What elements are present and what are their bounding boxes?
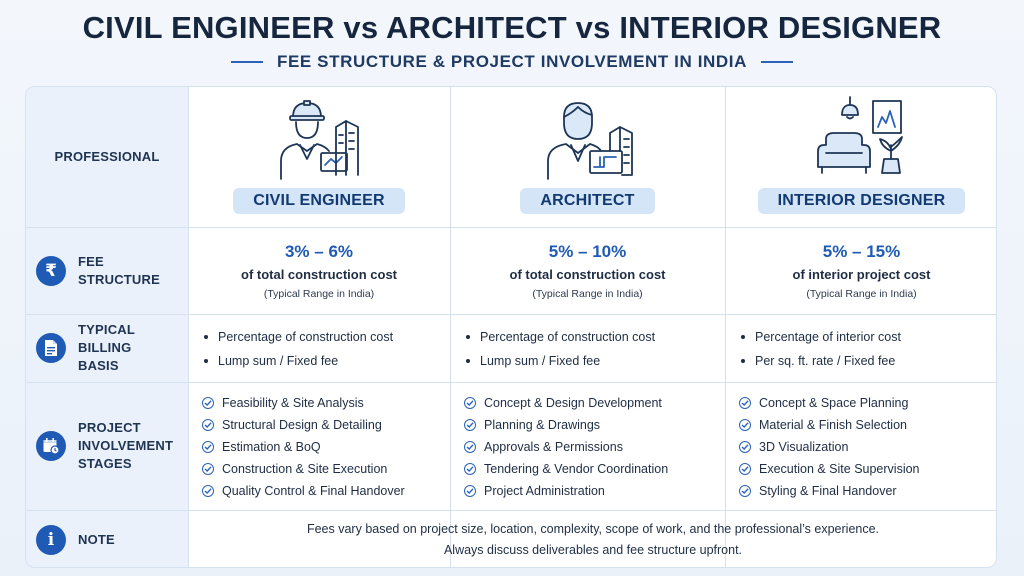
rupee-icon: ₹: [36, 256, 66, 286]
stage-text: Construction & Site Execution: [222, 462, 388, 476]
row-label-text: NOTE: [78, 531, 115, 547]
fee-note: (Typical Range in India): [806, 288, 917, 300]
note-line: Fees vary based on project size, location, complexity, scope of work, and the professional’s experience.: [306, 521, 880, 536]
list-item: [739, 436, 997, 458]
list-item: [204, 349, 450, 373]
stage-text: 3D Visualization: [759, 440, 849, 454]
interior-designer-icon: [812, 95, 912, 180]
bullet: [741, 359, 745, 363]
engineer-icon: [269, 95, 369, 180]
note-line: Always discuss deliverables and fee structure upfront.: [443, 542, 743, 557]
row-label-line: TYPICAL BILLING: [78, 322, 135, 355]
page-subtitle: FEE STRUCTURE & PROJECT INVOLVEMENT IN INDIA: [276, 52, 747, 71]
billing-cell: [450, 314, 725, 382]
stage-text: Quality Control & Final Handover: [222, 484, 405, 498]
stage-text: Tendering & Vendor Coordination: [484, 462, 669, 476]
stage-text: Feasibility & Site Analysis: [222, 396, 364, 410]
row-label-line: PROJECT: [78, 420, 141, 435]
fee-basis: of total construction cost: [241, 267, 397, 282]
fee-cell: [450, 227, 725, 314]
check-circle-icon: [202, 397, 214, 409]
row-label-fee: [26, 227, 188, 314]
check-circle-icon: [464, 463, 476, 475]
list-item: [202, 480, 450, 502]
list-item: [202, 414, 450, 436]
check-circle-icon: [739, 463, 751, 475]
check-circle-icon: [739, 485, 751, 497]
check-circle-icon: [464, 441, 476, 453]
billing-cell: [188, 314, 450, 382]
row-label-stages: [26, 382, 188, 510]
list-item: [204, 325, 450, 349]
billing-text: Percentage of construction cost: [218, 330, 394, 344]
list-item: [741, 349, 997, 373]
header-civil-engineer: [188, 87, 450, 227]
fee-basis: of total construction cost: [509, 267, 666, 282]
row-label-line: BASIS: [78, 358, 119, 373]
list-item: [739, 458, 997, 480]
fee-note: (Typical Range in India): [532, 288, 643, 300]
document-icon: [36, 333, 66, 363]
header-architect: [450, 87, 725, 227]
check-circle-icon: [464, 397, 476, 409]
subtitle-rule-left: [231, 61, 263, 63]
row-label-line: INVOLVEMENT: [78, 438, 174, 453]
stage-text: Estimation & BoQ: [222, 440, 321, 454]
row-label-text: PROFESSIONAL: [54, 149, 160, 164]
fee-range: 5% – 10%: [548, 242, 627, 261]
stages-cell: [450, 382, 725, 510]
check-circle-icon: [464, 485, 476, 497]
stages-cell: [725, 382, 997, 510]
profession-name: ARCHITECT: [520, 188, 654, 214]
profession-name: INTERIOR DESIGNER: [758, 188, 966, 214]
billing-text: Percentage of interior cost: [755, 330, 901, 344]
check-circle-icon: [739, 397, 751, 409]
stage-text: Structural Design & Detailing: [222, 418, 382, 432]
fee-cell: [188, 227, 450, 314]
check-circle-icon: [202, 463, 214, 475]
stage-text: Execution & Site Supervision: [759, 462, 920, 476]
list-item: [464, 480, 725, 502]
stage-text: Planning & Drawings: [484, 418, 601, 432]
list-item: [202, 392, 450, 414]
bullet: [466, 359, 470, 363]
row-label-note: [26, 510, 188, 568]
stage-text: Concept & Space Planning: [759, 396, 909, 410]
list-item: [464, 414, 725, 436]
profession-name: CIVIL ENGINEER: [233, 188, 404, 214]
fee-note: (Typical Range in India): [263, 288, 375, 300]
billing-text: Percentage of construction cost: [480, 330, 656, 344]
fee-cell: [725, 227, 997, 314]
comparison-table: [25, 86, 997, 568]
billing-cell: [725, 314, 997, 382]
billing-text: Per sq. ft. rate / Fixed fee: [755, 354, 896, 368]
list-item: [464, 458, 725, 480]
list-item: [466, 325, 725, 349]
stage-text: Styling & Final Handover: [759, 484, 897, 498]
list-item: [464, 392, 725, 414]
row-label-text: FEE STRUCTURE: [78, 253, 160, 287]
list-item: [466, 349, 725, 373]
subtitle-rule-right: [761, 61, 793, 63]
architect-icon: [538, 95, 638, 180]
row-label-text: [78, 419, 173, 473]
check-circle-icon: [202, 419, 214, 431]
subtitle-row: [0, 52, 1024, 72]
row-label-professional: [26, 87, 188, 227]
row-label-billing: [26, 314, 188, 382]
list-item: [202, 436, 450, 458]
fee-basis: of interior project cost: [792, 267, 931, 282]
bullet: [204, 359, 208, 363]
list-item: [739, 480, 997, 502]
header-interior-designer: [725, 87, 997, 227]
page-title: CIVIL ENGINEER vs ARCHITECT vs INTERIOR DESIGNER: [82, 10, 942, 45]
billing-text: Lump sum / Fixed fee: [218, 354, 339, 368]
list-item: [741, 325, 997, 349]
stage-text: Project Administration: [484, 484, 605, 498]
check-circle-icon: [202, 441, 214, 453]
stages-cell: [188, 382, 450, 510]
info-icon: i: [36, 525, 66, 555]
bullet: [204, 335, 208, 339]
list-item: [739, 392, 997, 414]
bullet: [466, 335, 470, 339]
bullet: [741, 335, 745, 339]
check-circle-icon: [202, 485, 214, 497]
check-circle-icon: [739, 419, 751, 431]
calendar-icon: [36, 431, 66, 461]
list-item: [739, 414, 997, 436]
fee-range: 5% – 15%: [822, 242, 901, 261]
stage-text: Approvals & Permissions: [484, 440, 623, 454]
billing-text: Lump sum / Fixed fee: [480, 354, 601, 368]
note-text: [188, 510, 997, 568]
list-item: [202, 458, 450, 480]
check-circle-icon: [464, 419, 476, 431]
check-circle-icon: [739, 441, 751, 453]
stage-text: Concept & Design Development: [484, 396, 662, 410]
list-item: [464, 436, 725, 458]
row-label-text: [78, 321, 188, 375]
row-label-line: STAGES: [78, 456, 132, 471]
fee-range: 3% – 6%: [284, 242, 354, 261]
stage-text: Material & Finish Selection: [759, 418, 907, 432]
